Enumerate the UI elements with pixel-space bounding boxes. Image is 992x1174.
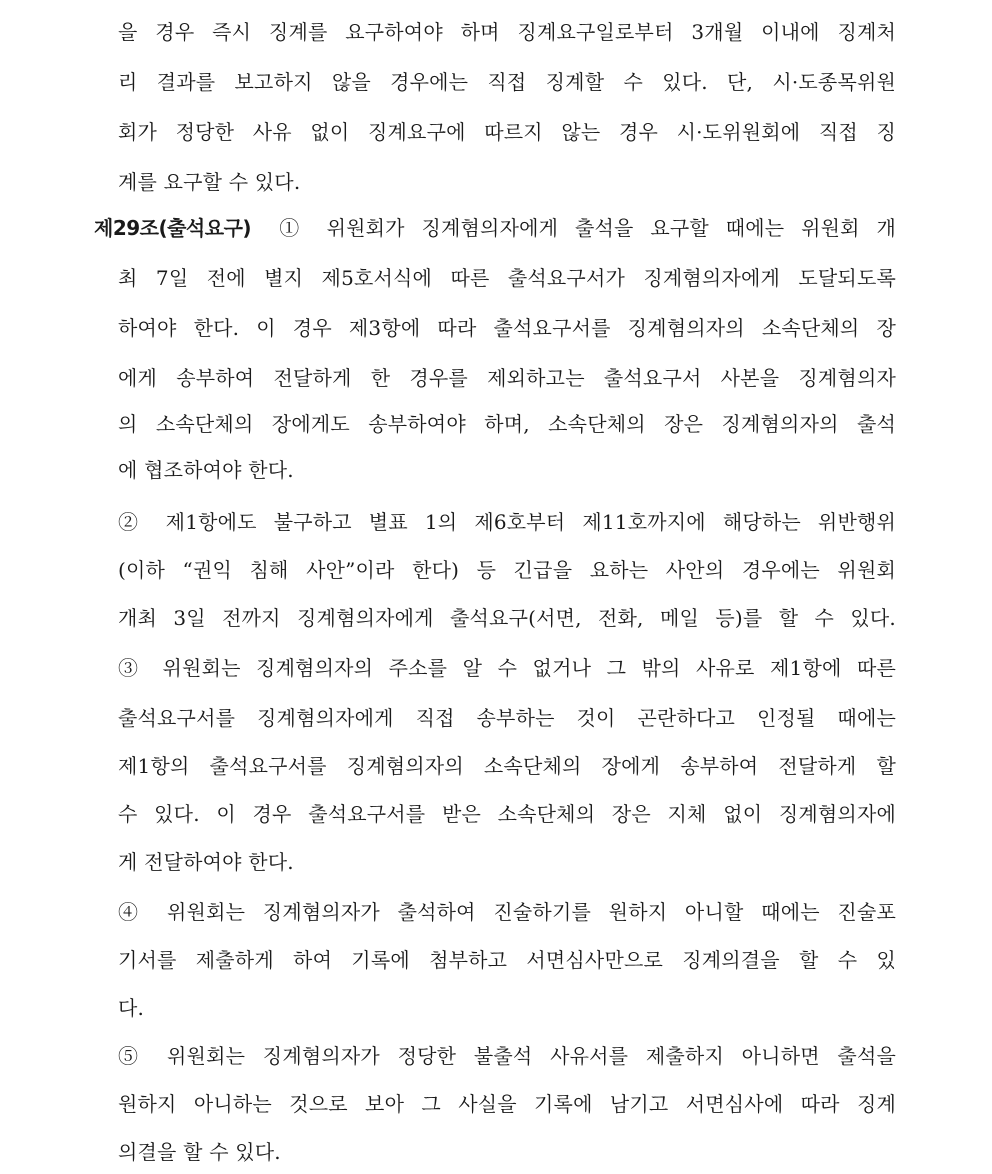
article-first-line-text: ① 위원회가 징계혐의자에게 출석을 요구할 때에는 위원회 개 (269, 216, 896, 240)
text-line: 회가 정당한 사유 없이 징계요구에 따르지 않는 경우 시·도위원회에 직접 징 (118, 120, 896, 144)
paragraph-5-line: ⑤ 위원회는 징계혐의자가 정당한 불출석 사유서를 제출하지 아니하면 출석을 (118, 1044, 896, 1068)
paragraph-2-line: ② 제1항에도 불구하고 별표 1의 제6호부터 제11호까지에 해당하는 위반행위 (118, 510, 896, 534)
text-line: 계를 요구할 수 있다. (118, 170, 301, 194)
paragraph-3-line: ③ 위원회는 징계혐의자의 주소를 알 수 없거나 그 밖의 사유로 제1항에 따른 (118, 656, 896, 680)
article-first-line (94, 214, 896, 242)
text-line: 수 있다. 이 경우 출석요구서를 받은 소속단체의 장은 지체 없이 징계혐의자에 (118, 802, 896, 826)
text-line: (이하 “권익 침해 사안”이라 한다) 등 긴급을 요하는 사안의 경우에는 위원회 (118, 558, 896, 582)
text-line: 하여야 한다. 이 경우 제3항에 따라 출석요구서를 징계혐의자의 소속단체의 장 (118, 316, 896, 340)
text-line: 의결을 할 수 있다. (118, 1140, 281, 1164)
text-line: 에게 송부하여 전달하게 한 경우를 제외하고는 출석요구서 사본을 징계혐의자 (118, 366, 896, 390)
text-line: 의 소속단체의 장에게도 송부하여야 하며, 소속단체의 장은 징계혐의자의 출석 (118, 412, 896, 436)
text-line: 출석요구서를 징계혐의자에게 직접 송부하는 것이 곤란하다고 인정될 때에는 (118, 706, 896, 730)
text-line: 개최 3일 전까지 징계혐의자에게 출석요구(서면, 전화, 메일 등)를 할 수 있다. (118, 606, 896, 630)
paragraph-4-line: ④ 위원회는 징계혐의자가 출석하여 진술하기를 원하지 아니할 때에는 진술포 (118, 900, 896, 924)
text-line: 최 7일 전에 별지 제5호서식에 따른 출석요구서가 징계혐의자에게 도달되도록 (118, 266, 896, 290)
text-line: 기서를 제출하게 하여 기록에 첨부하고 서면심사만으로 징계의결을 할 수 있 (118, 948, 896, 972)
text-line: 리 결과를 보고하지 않을 경우에는 직접 징계할 수 있다. 단, 시·도종목위원 (118, 70, 896, 94)
text-line: 에 협조하여야 한다. (118, 458, 294, 482)
text-line: 다. (118, 996, 145, 1020)
text-line: 원하지 아니하는 것으로 보아 그 사실을 기록에 남기고 서면심사에 따라 징계 (118, 1092, 896, 1116)
text-line: 제1항의 출석요구서를 징계혐의자의 소속단체의 장에게 송부하여 전달하게 할 (118, 754, 896, 778)
text-line: 게 전달하여야 한다. (118, 850, 294, 874)
article-title: 제29조(출석요구) (94, 216, 252, 240)
text-line: 을 경우 즉시 징계를 요구하여야 하며 징계요구일로부터 3개월 이내에 징계처 (118, 20, 896, 44)
